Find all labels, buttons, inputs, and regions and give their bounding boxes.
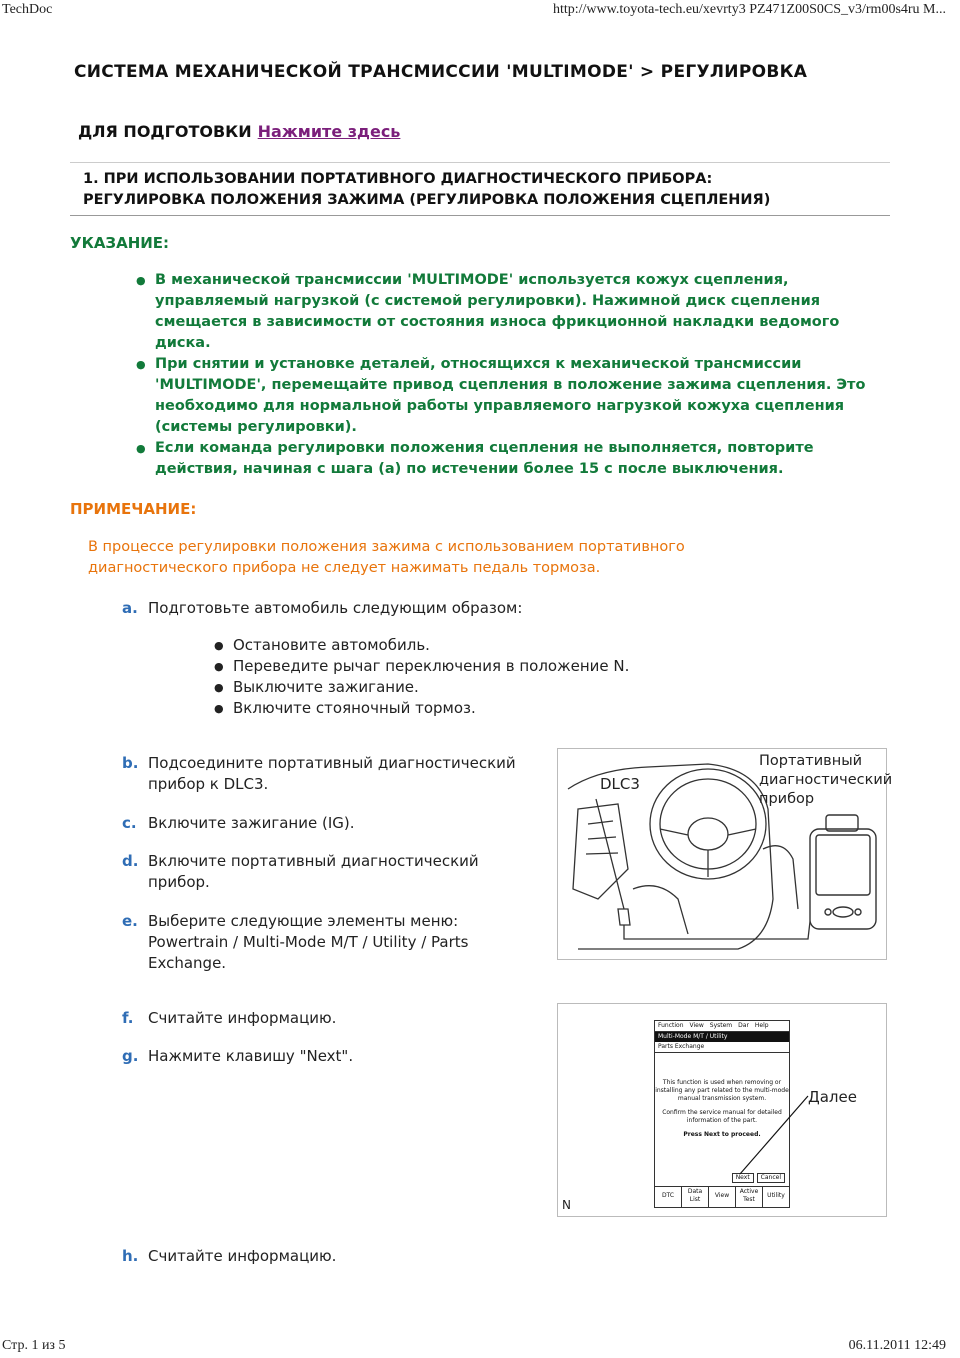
tester-tab[interactable]: Utility xyxy=(767,1192,785,1199)
step-text: Подготовьте автомобиль следующим образом: xyxy=(148,599,523,617)
tester-title-bar: Multi-Mode M/T / Utility xyxy=(655,1032,789,1042)
tester-info-line: Press Next to proceed. xyxy=(683,1131,761,1138)
step-letter: c. xyxy=(122,814,137,832)
prep-line xyxy=(78,122,400,141)
step1-line2: РЕГУЛИРОВКА ПОЛОЖЕНИЯ ЗАЖИМА (РЕГУЛИРОВКА ПОЛОЖЕНИЯ СЦЕПЛЕНИЯ) xyxy=(83,192,771,208)
tester-menu-item: Function xyxy=(658,1022,684,1029)
footer-page: Стр. 1 из 5 xyxy=(2,1338,66,1353)
step-text: Включите зажигание (IG). xyxy=(148,814,355,832)
page-title: СИСТЕМА МЕХАНИЧЕСКОЙ ТРАНСМИССИИ 'MULTIMODE' > РЕГУЛИРОВКА xyxy=(74,62,808,82)
tester-info-line: installing any part related to the multi-mode xyxy=(655,1087,789,1094)
note-text: В процессе регулировки положения зажима с использованием портативного диагностического прибора не следует нажимать педаль тормоза. xyxy=(88,539,685,576)
step-letter: d. xyxy=(122,852,139,870)
substep-item: ● Включите стояночный тормоз. xyxy=(214,698,629,719)
tester-info-line: This function is used when removing or xyxy=(662,1079,782,1086)
tester-tab[interactable]: Data List xyxy=(682,1187,709,1207)
step1-line1: 1. ПРИ ИСПОЛЬЗОВАНИИ ПОРТАТИВНОГО ДИАГНОСТИЧЕСКОГО ПРИБОРА: xyxy=(83,171,713,187)
step-letter: f. xyxy=(122,1009,134,1027)
figure-dlc3-connection xyxy=(557,748,893,960)
step1-heading xyxy=(70,162,890,216)
step-text-line: Включите портативный диагностический xyxy=(148,852,479,870)
tester-label-line: прибор xyxy=(759,791,815,807)
step-letter: h. xyxy=(122,1247,139,1265)
step-text-line: Выберите следующие элементы меню: xyxy=(148,912,459,930)
step-text-line: прибор к DLC3. xyxy=(148,775,269,793)
header-app-name: TechDoc xyxy=(2,2,53,17)
tester-next-button[interactable]: Next xyxy=(732,1173,754,1183)
footer-date: 06.11.2011 12:49 xyxy=(848,1338,946,1353)
tester-menu-item: Help xyxy=(754,1022,769,1029)
hint-heading: УКАЗАНИЕ: xyxy=(70,234,170,252)
prep-substeps xyxy=(214,635,629,719)
header-url: http://www.toyota-tech.eu/xevrty3 PZ471Z00S0CS_v3/rm00s4ru M... xyxy=(552,2,946,17)
tester-tab[interactable]: DTC xyxy=(655,1187,682,1207)
tester-subtitle: Parts Exchange xyxy=(655,1042,789,1053)
step-letter: e. xyxy=(122,912,138,930)
prep-link[interactable]: Нажмите здесь xyxy=(257,122,401,141)
hint-list xyxy=(136,270,896,480)
tester-menu-item: Dar xyxy=(738,1022,749,1029)
step-text: Считайте информацию. xyxy=(148,1009,337,1027)
tester-menu-item: System xyxy=(709,1022,733,1029)
tester-info-line: information of the part. xyxy=(686,1117,758,1124)
note-heading: ПРИМЕЧАНИЕ: xyxy=(70,500,197,518)
tester-menu-item: View xyxy=(689,1022,704,1029)
tester-tab[interactable]: Active Test xyxy=(736,1187,763,1207)
tester-tab[interactable]: View xyxy=(709,1187,736,1207)
hint-item: ● Если команда регулировки положения сцепления не выполняется, повторите действия, начиная с шага (a) по истечении более 15 с после выключения. xyxy=(136,438,896,480)
hint-item: ● При снятии и установке деталей, относящихся к механической трансмиссии 'MULTIMODE', перемещайте привод сцепления в положение зажима сцепления. Это необходимо для нормальной работы управляемого нагрузкой кожуха сцепления (системы регулировки). xyxy=(136,354,896,438)
substep-item: ● Переведите рычаг переключения в положение N. xyxy=(214,656,629,677)
callout-line xyxy=(558,1004,886,1216)
substep-item: ● Остановите автомобиль. xyxy=(214,635,629,656)
tester-info-line: Confirm the service manual for detailed xyxy=(662,1109,782,1116)
step-text: Считайте информацию. xyxy=(148,1247,337,1265)
dlc3-label: DLC3 xyxy=(600,775,640,793)
step-text-line: Exchange. xyxy=(148,954,227,972)
step-text-line: Powertrain / Multi-Mode M/T / Utility / Parts xyxy=(148,933,469,951)
step-letter: g. xyxy=(122,1047,139,1065)
figure-corner-label: N xyxy=(562,1198,571,1212)
next-callout-label: Далее xyxy=(808,1088,857,1106)
step-letter: a. xyxy=(122,599,138,617)
substep-item: ● Выключите зажигание. xyxy=(214,677,629,698)
step-text-line: прибор. xyxy=(148,873,210,891)
prep-label: ДЛЯ ПОДГОТОВКИ xyxy=(78,122,252,141)
step-text: Нажмите клавишу "Next". xyxy=(148,1047,354,1065)
tester-label-line: диагностический xyxy=(759,772,893,788)
hint-item: ● В механической трансмиссии 'MULTIMODE' используется кожух сцепления, управляемый нагрузкой (с системой регулировки). Нажимной диск сцепления смещается в зависимости от состояния износа фрикционной накладки ведомого диска. xyxy=(136,270,896,354)
tester-label-line: Портативный xyxy=(759,753,863,769)
step-text-line: Подсоедините портативный диагностический xyxy=(148,754,516,772)
step-letter: b. xyxy=(122,754,139,772)
tester-cancel-button[interactable]: Cancel xyxy=(757,1173,785,1183)
tester-info-line: manual transmission system. xyxy=(677,1095,767,1102)
figure-tester-screen xyxy=(557,1003,887,1217)
